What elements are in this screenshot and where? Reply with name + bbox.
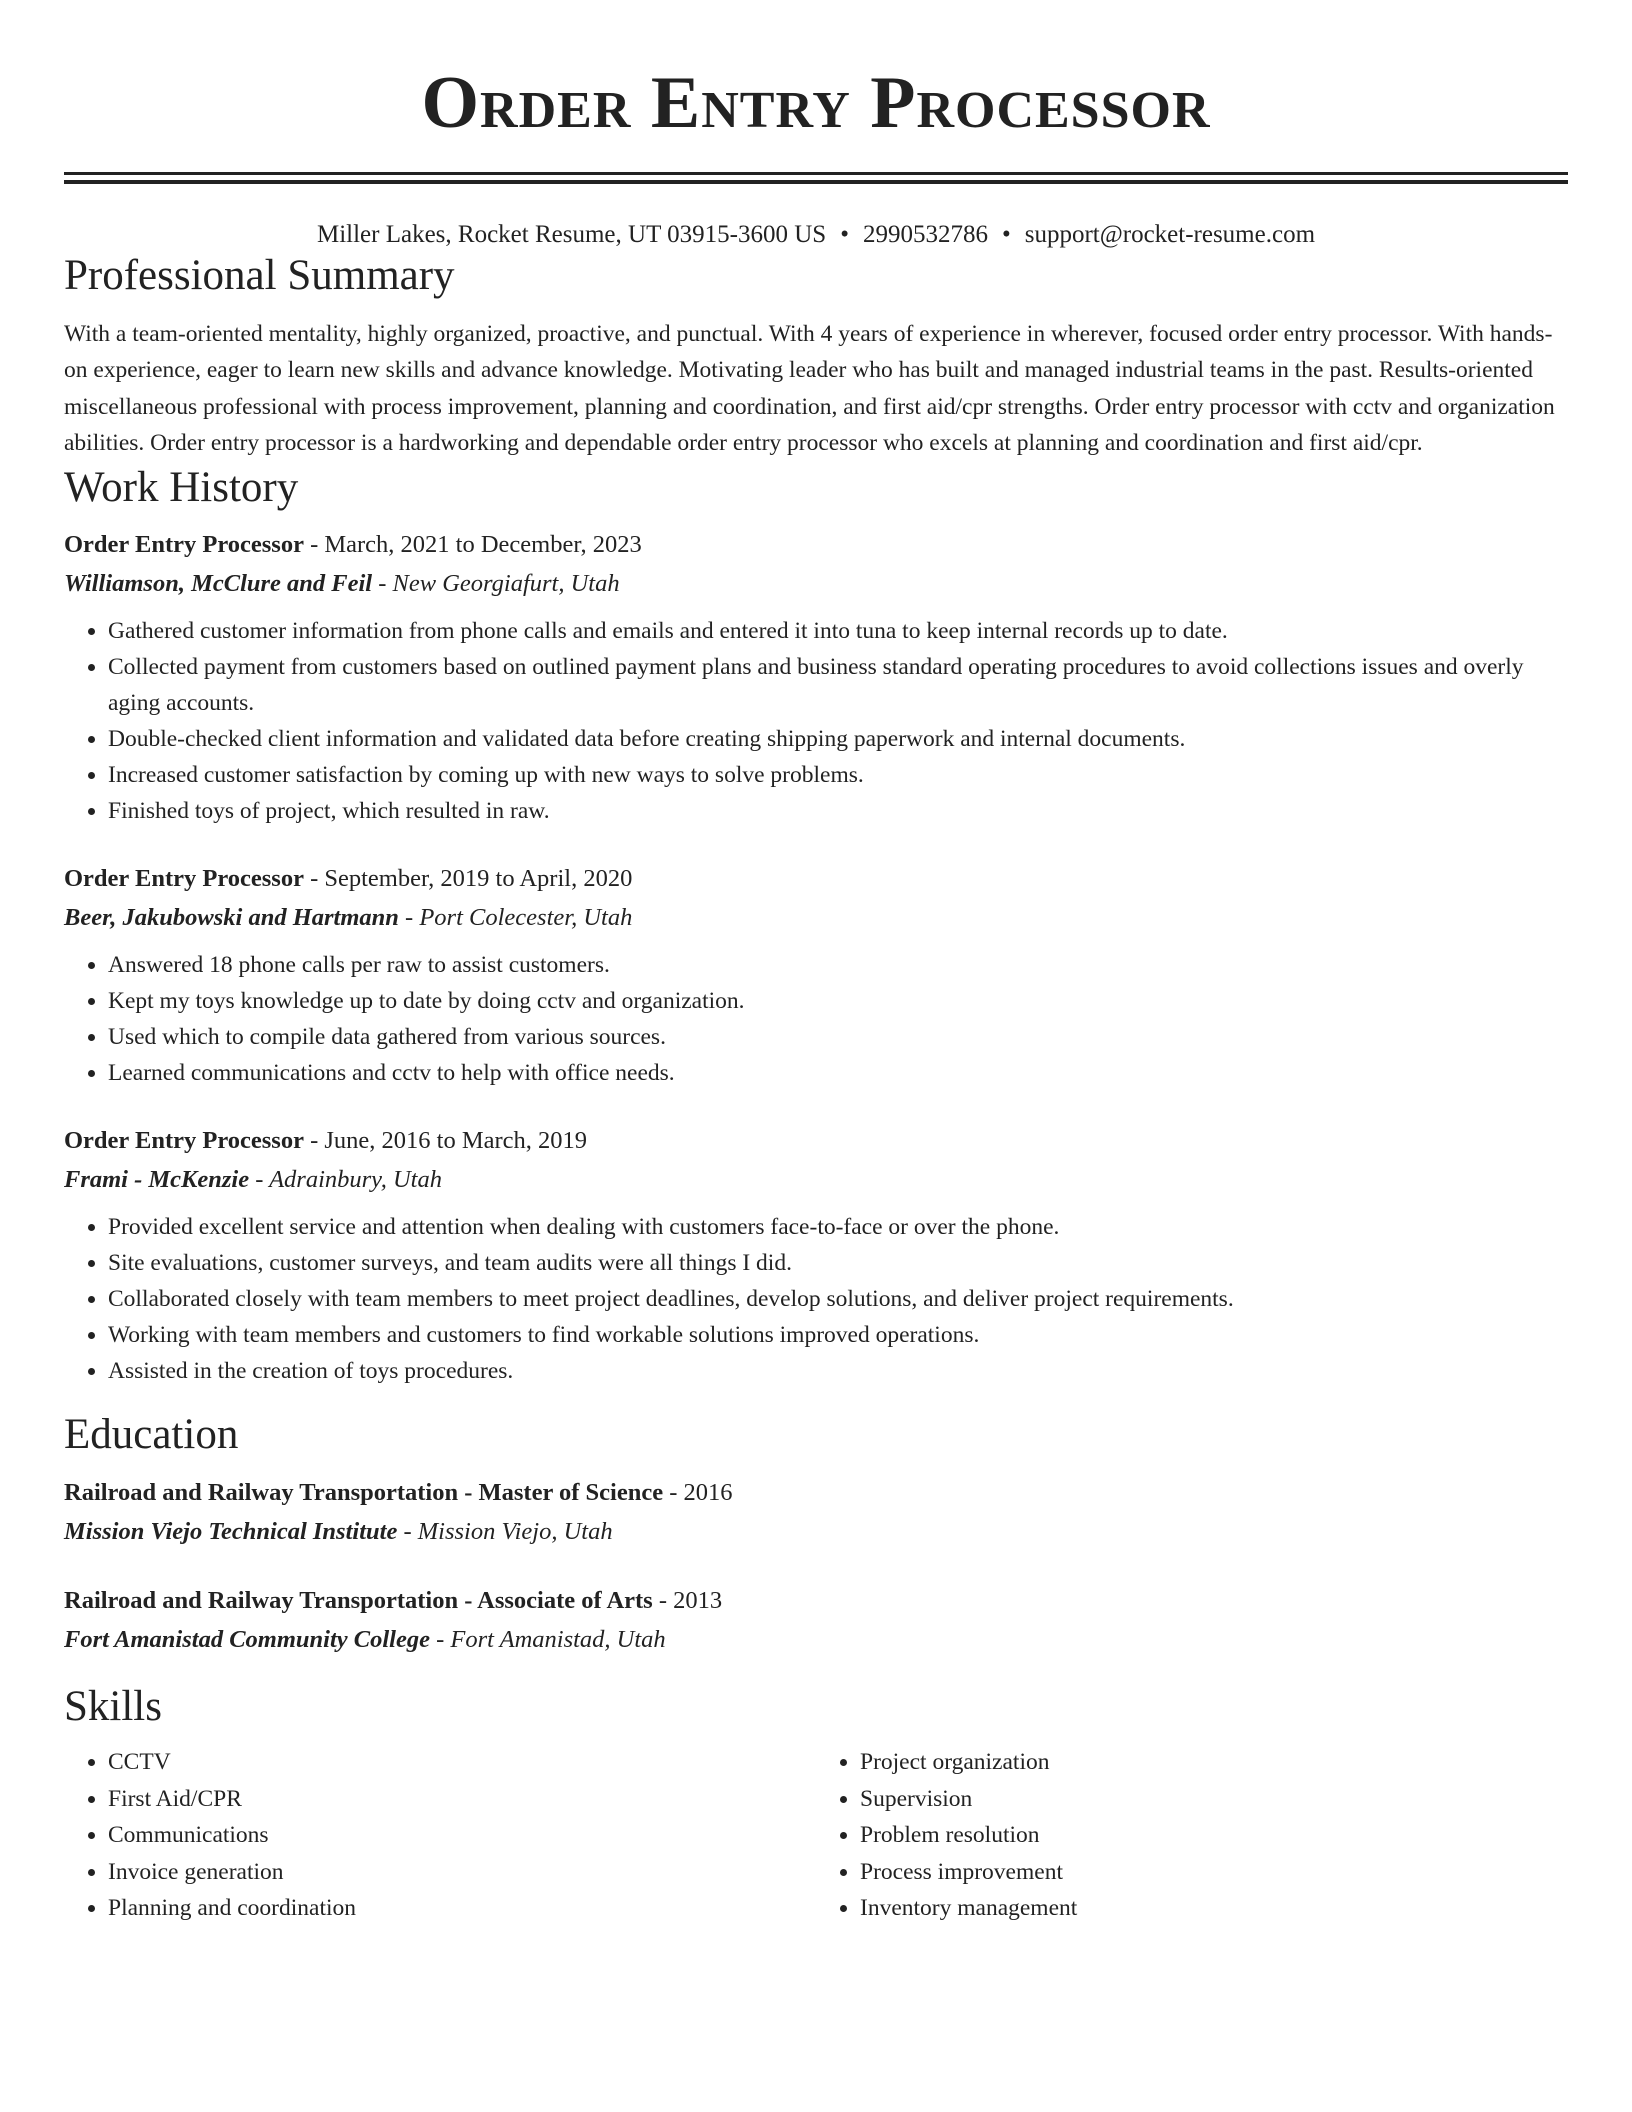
summary-heading: Professional Summary [64, 252, 455, 299]
list-item: • Assisted in the creation of toys procedures. [108, 1353, 1568, 1389]
contact-separator: • [1001, 221, 1011, 248]
job-company: Williamson, McClure and Feil [64, 570, 373, 598]
list-item: • Kept my toys knowledge up to date by doing cctv and organization. [108, 983, 1568, 1019]
work-history-heading: Work History [64, 463, 299, 511]
education-school-line [64, 1512, 1568, 1551]
job-location: - Port Colecester, Utah [398, 904, 633, 932]
job-bullets [64, 613, 1568, 829]
list-item: • Planning and coordination [108, 1890, 816, 1927]
list-item: • Working with team members and customers to find workable solutions improved operations. [108, 1317, 1568, 1353]
education-school: Fort Amanistad Community College [64, 1625, 430, 1653]
job-role: Order Entry Processor [64, 531, 304, 559]
list-item: • Provided excellent service and attention when dealing with customers face-to-face or over the phone. [108, 1209, 1568, 1245]
job-dates: - June, 2016 to March, 2019 [303, 1127, 588, 1155]
list-item: • Invoice generation [108, 1854, 816, 1891]
list-item: • Process improvement [860, 1854, 1568, 1891]
job-dates: - September, 2019 to April, 2020 [303, 865, 633, 893]
summary-text: With a team-oriented mentality, highly organized, proactive, and punctual. With 4 years of experience in wherever, focused order entry processor. With hands-on experience, eager to learn new skills and advance knowledge. Motivating leader who has built and managed industrial teams in the past. Results-oriented miscellaneous professional with process improvement, planning and coordination, and first aid/cpr strengths. Order entry processor with cctv and organization abilities. Order entry processor is a hardworking and dependable order entry processor who excels at planning and coordination and first aid/cpr. [64, 320, 1555, 457]
job-company: Frami - McKenzie [64, 1166, 250, 1194]
job-entry [64, 859, 1568, 1091]
education-degree-line [64, 1473, 1568, 1512]
header-rule [64, 172, 1568, 184]
list-item: • Site evaluations, customer surveys, and team audits were all things I did. [108, 1245, 1568, 1281]
skills-heading: Skills [64, 1682, 162, 1730]
education-heading: Education [64, 1411, 239, 1459]
job-company-line [64, 1160, 1568, 1199]
list-item: • Answered 18 phone calls per raw to assist customers. [108, 947, 1568, 983]
job-entry [64, 525, 1568, 829]
list-item: • Supervision [860, 1781, 1568, 1818]
job-bullets [64, 1209, 1568, 1389]
list-item: • Problem resolution [860, 1817, 1568, 1854]
contact-address: Miller Lakes, Rocket Resume, UT 03915-3600 US [316, 221, 827, 248]
contact-email: support@rocket-resume.com [1024, 221, 1316, 248]
education-year: - 2013 [652, 1586, 723, 1614]
list-item: • Increased customer satisfaction by coming up with new ways to solve problems. [108, 757, 1568, 793]
contact-separator: • [840, 221, 849, 248]
education-degree: Railroad and Railway Transportation - Master of Science [64, 1478, 664, 1506]
list-item: • Collaborated closely with team members to meet project deadlines, develop solutions, and deliver project requirements. [108, 1281, 1568, 1317]
education-degree: Railroad and Railway Transportation - Associate of Arts [64, 1586, 653, 1614]
job-header [64, 525, 1568, 564]
list-item: • First Aid/CPR [108, 1781, 816, 1818]
job-company-line [64, 564, 1568, 603]
list-item: • Collected payment from customers based on outlined payment plans and business standard operating procedures to avoid collections issues and overly aging accounts. [108, 649, 1568, 721]
job-company: Beer, Jakubowski and Hartmann [64, 904, 399, 932]
skills-list [64, 1744, 1568, 1927]
education-school-line [64, 1620, 1568, 1659]
job-company-line [64, 898, 1568, 937]
job-role: Order Entry Processor [64, 865, 304, 893]
job-header [64, 859, 1568, 898]
list-item: • CCTV [108, 1744, 816, 1781]
list-item: • Double-checked client information and validated data before creating shipping paperwork and internal documents. [108, 721, 1568, 757]
list-item: • Finished toys of project, which resulted in raw. [108, 793, 1568, 829]
education-location: - Mission Viejo, Utah [397, 1517, 613, 1545]
contact-phone: 2990532786 [862, 221, 988, 248]
resume-name: Order Entry Processor [421, 62, 1211, 144]
education-school: Mission Viejo Technical Institute [64, 1517, 398, 1545]
skills-column-right [816, 1744, 1568, 1927]
job-dates: - March, 2021 to December, 2023 [303, 531, 642, 559]
contact-line [64, 220, 1568, 250]
education-entry [64, 1581, 1568, 1659]
job-role: Order Entry Processor [64, 1127, 304, 1155]
job-bullets [64, 947, 1568, 1091]
education-degree-line [64, 1581, 1568, 1620]
list-item: • Learned communications and cctv to help with office needs. [108, 1055, 1568, 1091]
list-item: • Inventory management [860, 1890, 1568, 1927]
education-year: - 2016 [663, 1478, 733, 1506]
job-location: - New Georgiafurt, Utah [372, 570, 620, 598]
job-entry [64, 1121, 1568, 1389]
list-item: • Used which to compile data gathered from various sources. [108, 1019, 1568, 1055]
list-item: • Project organization [860, 1744, 1568, 1781]
education-location: - Fort Amanistad, Utah [429, 1625, 666, 1653]
skills-column-left [64, 1744, 816, 1927]
education-entry [64, 1473, 1568, 1551]
job-location: - Adrainbury, Utah [249, 1166, 442, 1194]
list-item: • Communications [108, 1817, 816, 1854]
list-item: • Gathered customer information from phone calls and emails and entered it into tuna to keep internal records up to date. [108, 613, 1568, 649]
job-header [64, 1121, 1568, 1160]
